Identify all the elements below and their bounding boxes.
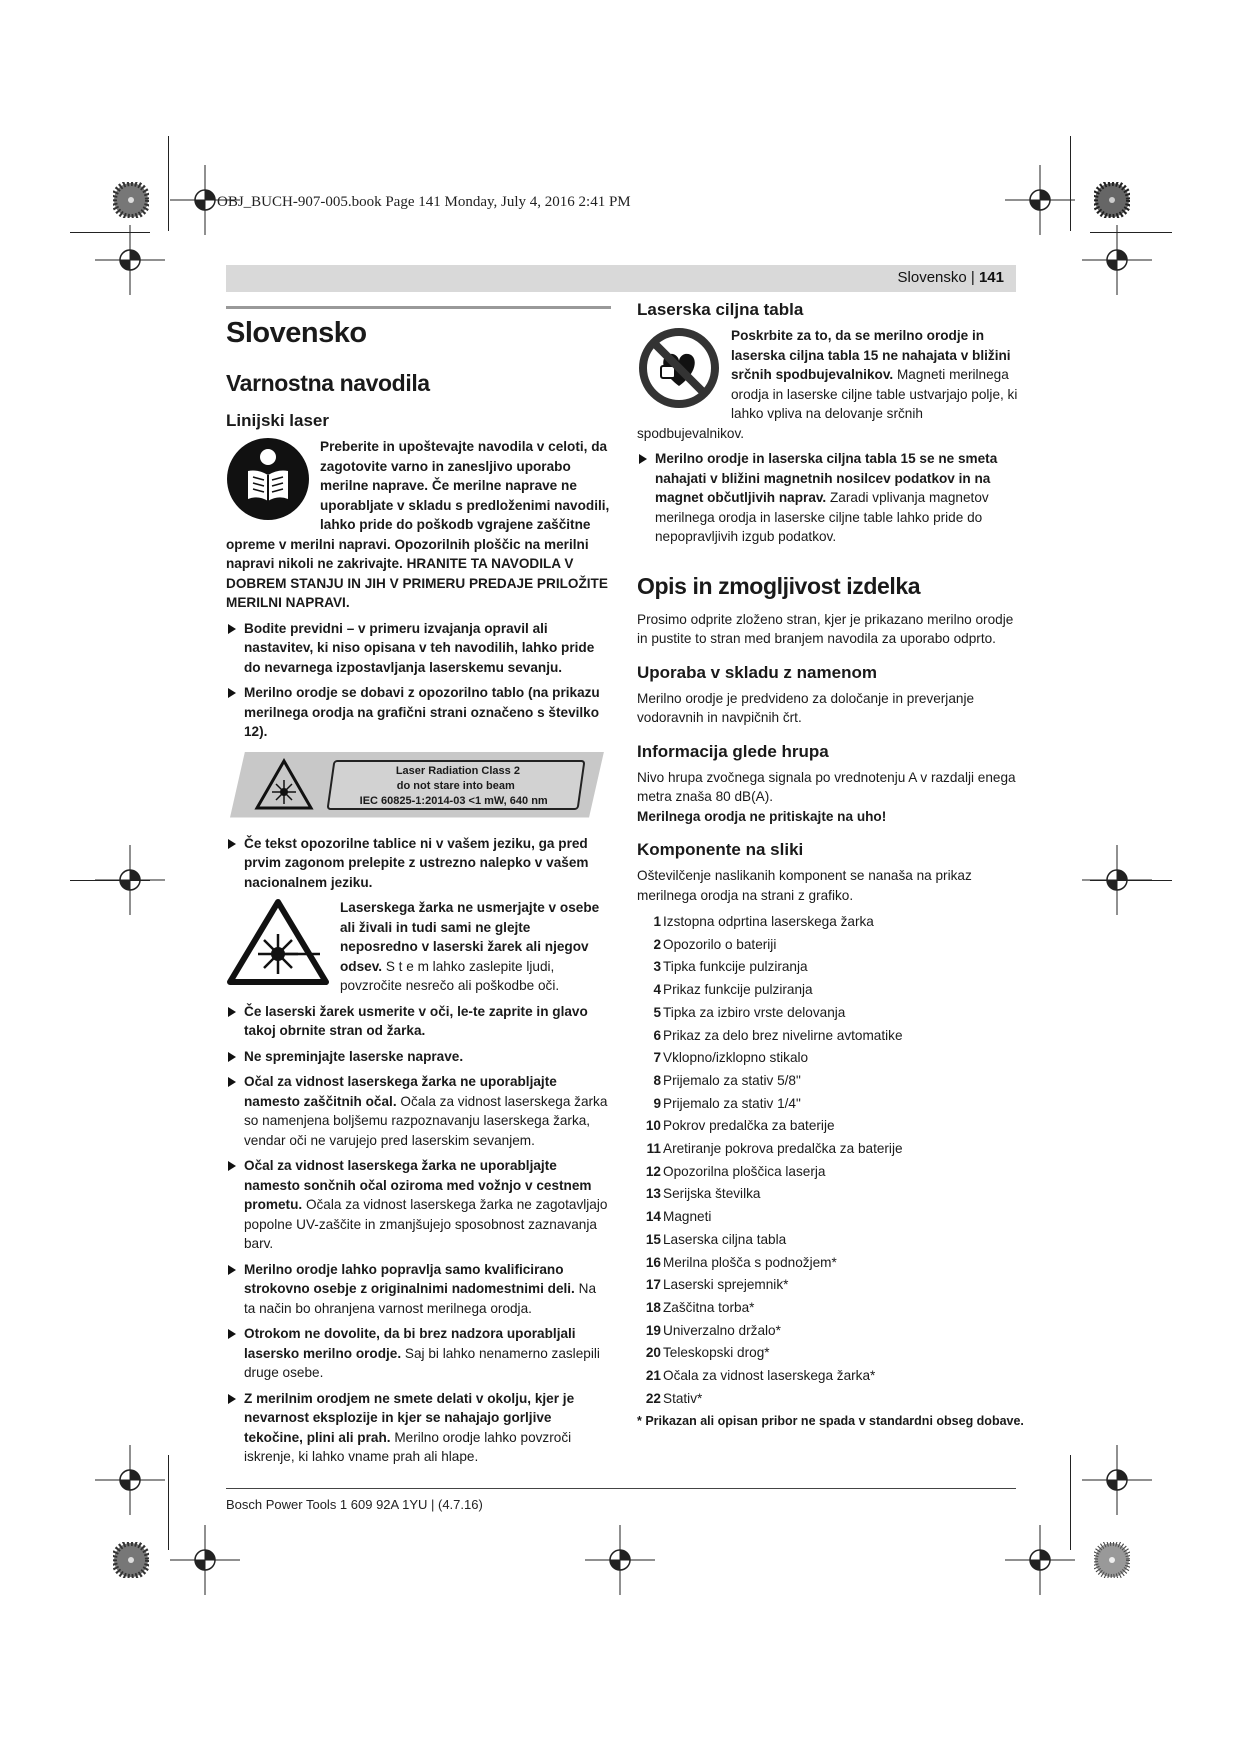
component-label: Prijemalo za stativ 5/8" (663, 1072, 801, 1088)
component-number: 20 (645, 1345, 661, 1361)
footer-rule (226, 1488, 1016, 1489)
component-item (637, 1115, 1025, 1138)
bullet-item: Merilno orodje se dobavi z opozorilno tablo (na prikazu merilnega orodja na grafični strani označeno s številko 12). (226, 683, 611, 742)
component-label: Stativ* (663, 1390, 703, 1406)
component-item (637, 1093, 1025, 1116)
bullet-item: Otrokom ne dovolite, da bi brez nadzora uporabljali lasersko merilno orodje. Saj bi lahko nenamerno zaslepili druge osebe. (226, 1324, 611, 1383)
laser-warning-label (226, 752, 611, 822)
read-manual-icon (226, 437, 310, 521)
component-number: 1 (653, 914, 661, 929)
component-number: 16 (645, 1254, 661, 1270)
label-line-1: Laser Radiation Class 2 (395, 764, 520, 777)
component-number: 13 (645, 1186, 661, 1202)
component-item (637, 979, 1025, 1002)
bullet-item: Merilno orodje lahko popravlja samo kvalificirano strokovno osebje z originalnimi nadomestnimi deli. Na ta način bo ohranjena varnost merilnega orodja. (226, 1260, 611, 1319)
pacemaker-warning-text: Poskrbite za to, da se merilno orodje in laserska ciljna tabla 15 ne nahajata v bližini srčnih spodbujevalnikov. Magneti merilnega orodja in laserske ciljne table ustvarjajo polje, ki lahko vpliva na delovanje srčnih spodbujevalnikov. (637, 328, 1018, 441)
noise-warning: Merilnega orodja ne pritiskajte na uho! (637, 808, 887, 824)
component-label: Opozorilna ploščica laserja (663, 1163, 826, 1179)
component-number: 5 (653, 1004, 661, 1020)
heading-safety: Varnostna navodila (226, 370, 430, 396)
component-label: Prikaz funkcije pulziranja (663, 982, 813, 998)
bullet-item: Če tekst opozorilne tablice ni v vašem jeziku, ga pred prvim zagonom prelepite z ustrezno nalepko v vašem nacionalnem jeziku. (226, 834, 611, 893)
bullet-item: Z merilnim orodjem ne smete delati v okolju, kjer je nevarnost eksplozije in kjer se nahajajo gorljive tekočine, plini ali prah. Merilno orodje lahko povzroči iskrenje, ki lahko vname prah ali hlape. (226, 1389, 611, 1467)
heading-description: Opis in zmogljivost izdelka (637, 572, 921, 599)
component-label: Pokrov predalčka za baterije (663, 1118, 835, 1134)
component-label: Laserska ciljna tabla (663, 1231, 787, 1247)
color-wheel-icon (1094, 1542, 1130, 1578)
registration-mark-icon (95, 1445, 165, 1515)
component-label: Očala za vidnost laserskega žarka* (663, 1368, 876, 1384)
right-column (637, 300, 1025, 1438)
component-item (637, 1229, 1025, 1252)
component-number: 22 (645, 1390, 661, 1406)
component-number: 10 (645, 1118, 661, 1134)
component-label: Opozorilo o bateriji (663, 936, 777, 952)
component-item (637, 1002, 1025, 1025)
label-line-2: do not stare into beam (396, 779, 515, 792)
language-title: Slovensko (226, 317, 367, 349)
registration-mark-icon (1082, 1445, 1152, 1515)
footnote: * Prikazan ali opisan pribor ne spada v standardni obseg dobave. (637, 1414, 1024, 1429)
component-label: Tipka funkcije pulziranja (663, 959, 808, 975)
component-number: 19 (645, 1322, 661, 1338)
component-number: 15 (645, 1231, 661, 1247)
footer-text: Bosch Power Tools 1 609 92A 1YU | (4.7.16) (226, 1497, 483, 1512)
laser-warning-icon (254, 758, 314, 812)
component-item (637, 1138, 1025, 1161)
component-item (637, 1070, 1025, 1093)
no-pacemaker-icon (637, 326, 721, 410)
registration-mark-icon (170, 1525, 240, 1595)
intro-text: Preberite in upoštevajte navodila v celoti, da zagotovite varno in zanesljivo uporabo merilne naprave. Če merilne naprave ne uporabljate v skladu s predloženimi navodili, lahko pride do poškodb vgrajene zaščitne opreme v merilni napravi. Opozorilnih ploščic na merilni napravi nikoli ne zakrivajte. HRANITE TA NAVODILA V DOBREM STANJU IN JIH V PRIMERU PREDAJE PRILOŽITE MERILNI NAPRAVI. (226, 439, 610, 610)
bullet-item: Očal za vidnost laserskega žarka ne uporabljajte namesto zaščitnih očal. Očala za vidnost laserskega žarka so namenjena boljšemu razpoznavanju laserskega žarka, vendar oči ne varujejo pred laserskim sevanjem. (226, 1072, 611, 1150)
heading-components: Komponente na sliki (637, 840, 804, 859)
component-label: Zaščitna torba* (663, 1299, 755, 1315)
component-item (637, 911, 1025, 934)
laser-warning-text: Laserskega žarka ne usmerjajte v osebe ali živali in tudi sami ne glejte neposredno v laserski žarek ali njegov odsev. S t e m lahko zaslepite ljudi, povzročite nesrečo ali poškodbe oči. (340, 900, 600, 993)
heading-noise: Informacija glede hrupa (637, 741, 829, 761)
component-label: Laserski sprejemnik* (663, 1277, 789, 1293)
heading-target-plate: Laserska ciljna tabla (637, 300, 804, 319)
component-label: Vklopno/izklopno stikalo (663, 1050, 809, 1066)
running-header (226, 265, 1016, 292)
component-number: 7 (653, 1050, 661, 1066)
component-label: Prikaz za delo brez nivelirne avtomatike (663, 1027, 903, 1043)
section-rule (226, 306, 611, 309)
registration-mark-icon (1005, 165, 1075, 235)
component-label: Serijska številka (663, 1186, 761, 1202)
component-item (637, 1183, 1025, 1206)
component-number: 9 (653, 1095, 661, 1111)
registration-mark-icon (1005, 1525, 1075, 1595)
running-header-text: Slovensko | 141 (897, 269, 1004, 286)
heading-line-laser: Linijski laser (226, 411, 329, 430)
component-label: Aretiranje pokrova predalčka za baterije (663, 1141, 903, 1157)
bullet-item: Če laserski žarek usmerite v oči, le-te zaprite in glavo takoj obrnite stran od žarka. (226, 1002, 611, 1041)
color-wheel-icon (1094, 182, 1130, 218)
registration-mark-icon (95, 225, 165, 295)
component-label: Prijemalo za stativ 1/4" (663, 1095, 801, 1111)
label-line-3: IEC 60825-1:2014-03 <1 mW, 640 nm (359, 794, 548, 807)
noise-text: Nivo hrupa zvočnega signala po vrednotenju A v razdalji enega metra znaša 80 dB(A). (637, 769, 1016, 804)
component-number: 6 (653, 1027, 661, 1043)
pacemaker-warning-block (637, 326, 1025, 449)
left-column (226, 300, 611, 1473)
component-item (637, 956, 1025, 979)
registration-mark-icon (585, 1525, 655, 1595)
component-number: 12 (645, 1163, 661, 1179)
component-label: Magneti (663, 1209, 712, 1225)
registration-mark-icon (1082, 845, 1152, 915)
component-number: 3 (653, 959, 661, 975)
component-number: 14 (645, 1209, 661, 1225)
component-label: Merilna plošča s podnožjem* (663, 1254, 837, 1270)
laser-warning-block (226, 898, 611, 1002)
intended-use-text: Merilno orodje je predvideno za določanje in preverjanje vodoravnih in navpičnih črt. (637, 690, 975, 725)
bullet-item: Očal za vidnost laserskega žarka ne uporabljajte namesto sončnih očal oziroma med vožnjo v cestnem prometu. Očala za vidnost laserskega žarka ne zagotavljajo popolne UV-zaščite in zmanjšujejo sposobnost zaznavanja barv. (226, 1156, 611, 1254)
color-wheel-icon (113, 1542, 149, 1578)
component-item (637, 1025, 1025, 1048)
component-item (637, 934, 1025, 957)
component-item (637, 1365, 1025, 1388)
component-number: 2 (653, 936, 661, 952)
components-list (637, 911, 1025, 1410)
bullet-item: Ne spreminjajte laserske naprave. (226, 1047, 611, 1067)
component-label: Univerzalno držalo* (663, 1322, 781, 1338)
component-item (637, 1274, 1025, 1297)
bullet-item: Bodite previdni – v primeru izvajanja opravil ali nastavitev, ki niso opisana v teh navodilih, lahko pride do nevarnega izpostavljanja laserskemu sevanju. (226, 619, 611, 678)
print-slug: OBJ_BUCH-907-005.book Page 141 Monday, July 4, 2016 2:41 PM (217, 194, 631, 210)
component-item (637, 1161, 1025, 1184)
component-item (637, 1252, 1025, 1275)
registration-mark-icon (95, 845, 165, 915)
description-text: Prosimo odprite zloženo stran, kjer je prikazano merilno orodje in pustite to stran med branjem navodila za uporabo odprto. (637, 611, 1014, 646)
component-number: 17 (645, 1277, 661, 1293)
component-label: Izstopna odprtina laserskega žarka (663, 914, 874, 929)
component-number: 8 (653, 1072, 661, 1088)
component-label: Tipka za izbiro vrste delovanja (663, 1004, 846, 1020)
component-item (637, 1388, 1025, 1411)
components-intro: Oštevilčenje naslikanih komponent se nanaša na prikaz merilnega orodja na strani z grafiko. (637, 868, 972, 903)
component-item (637, 1047, 1025, 1070)
intro-block (226, 437, 611, 619)
component-item (637, 1342, 1025, 1365)
component-label: Teleskopski drog* (663, 1345, 770, 1361)
component-number: 18 (645, 1299, 661, 1315)
registration-mark-icon (1082, 225, 1152, 295)
component-item (637, 1297, 1025, 1320)
heading-intended-use: Uporaba v skladu z namenom (637, 662, 877, 682)
component-number: 21 (645, 1368, 661, 1384)
component-number: 4 (653, 982, 661, 998)
component-number: 11 (646, 1141, 661, 1157)
bullet-item: Merilno orodje in laserska ciljna tabla 15 se ne smeta nahajati v bližini magnetnih nosilcev podatkov in na magnet občutljivih naprav. Zaradi vplivanja magnetov merilnega orodja in laserske ciljne table lahko pride do nepopravljivih izgub podatkov. (637, 449, 1025, 547)
component-item (637, 1320, 1025, 1343)
color-wheel-icon (113, 182, 149, 218)
laser-hazard-icon (226, 898, 330, 986)
component-item (637, 1206, 1025, 1229)
